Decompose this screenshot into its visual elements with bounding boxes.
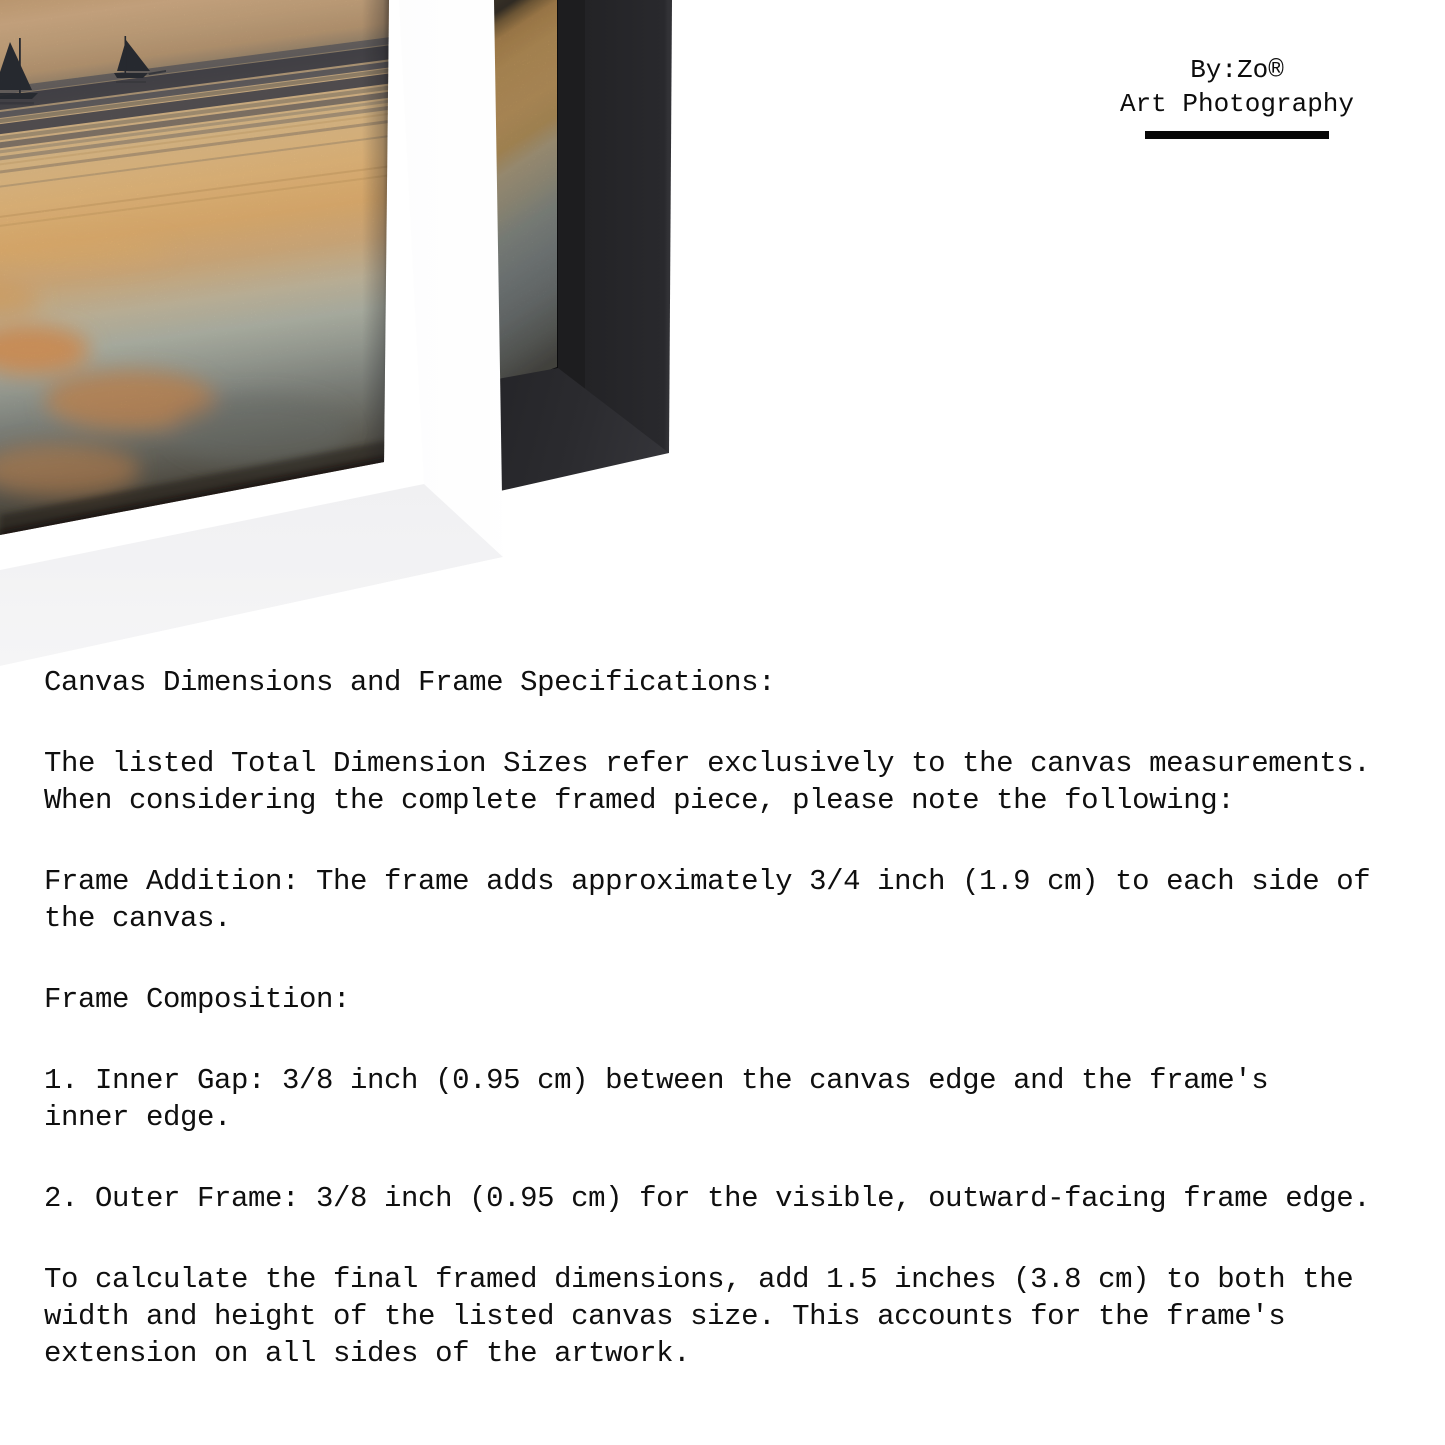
specs-paragraph-inner-gap: 1. Inner Gap: 3/8 inch (0.95 cm) between the canvas edge and the frame's inner edge. (44, 1064, 1269, 1134)
specs-paragraph-frame-composition: Frame Composition: (44, 983, 351, 1016)
brand-name: By:Zo® (1190, 55, 1284, 85)
specs-paragraph-calculation: To calculate the final framed dimensions, add 1.5 inches (3.8 cm) to both the width and height of the listed canvas size. This accounts for the frame's extension on all sides of the artwork. (44, 1263, 1354, 1370)
brand-tagline: Art Photography (1119, 89, 1355, 119)
specs-paragraph-intro: The listed Total Dimension Sizes refer exclusively to the canvas measurements. When considering the complete framed piece, please note the following: (44, 747, 1371, 817)
specs-heading: Canvas Dimensions and Frame Specifications: (44, 666, 776, 699)
brand-logo (1107, 53, 1367, 139)
specs-paragraph-frame-addition: Frame Addition: The frame adds approximately 3/4 inch (1.9 cm) to each side of the canvas. (44, 865, 1371, 935)
spec-text-block (44, 664, 1434, 1416)
brand-underline (1145, 131, 1329, 139)
framed-canvas-mockup (0, 0, 760, 760)
specs-paragraph-outer-frame: 2. Outer Frame: 3/8 inch (0.95 cm) for the visible, outward-facing frame edge. (44, 1182, 1371, 1215)
canvas-art-svg (0, 0, 390, 540)
